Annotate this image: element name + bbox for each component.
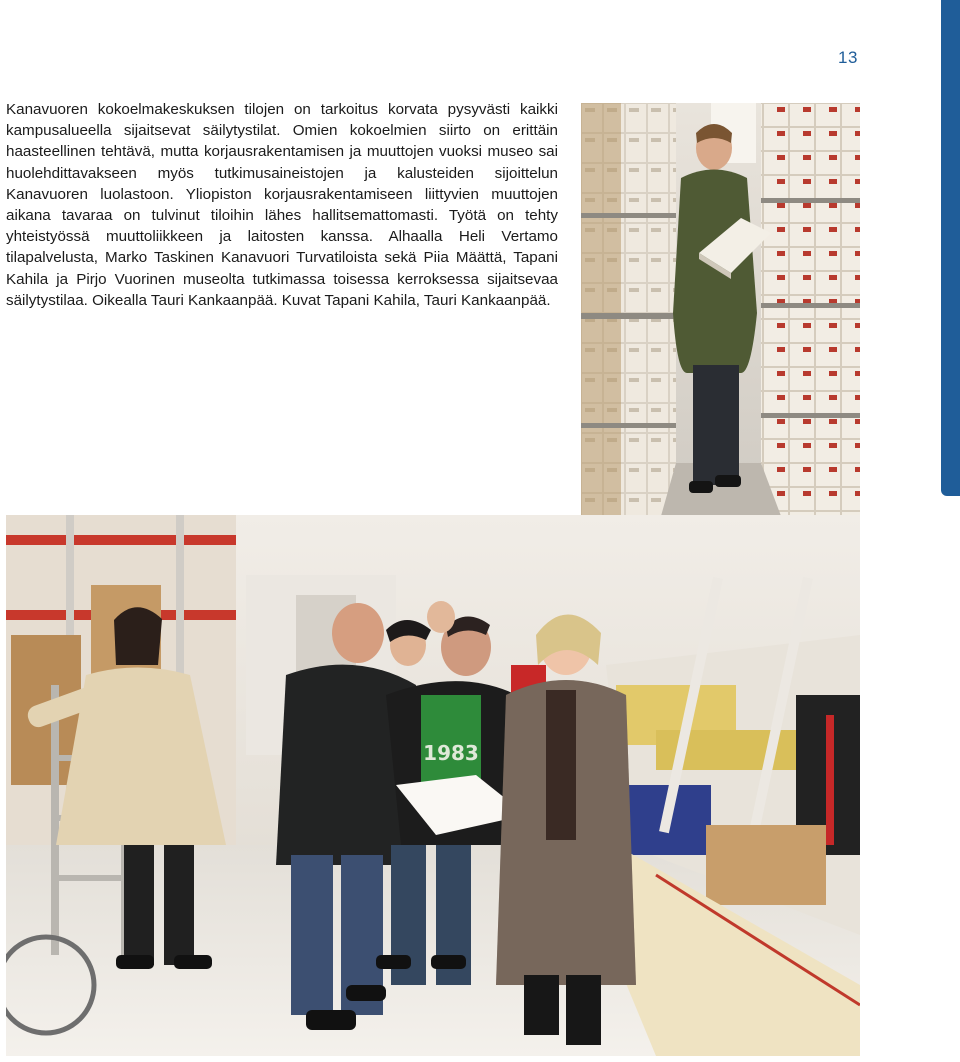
shirt-print: 1983	[423, 741, 479, 765]
page-number: 13	[838, 48, 858, 67]
storage-room-photo	[6, 515, 860, 1056]
edge-tab	[941, 0, 960, 496]
archive-shelves-photo	[581, 103, 860, 516]
photo-caption: Kanavuoren kokoelmakeskuksen tilojen on tarkoitus korvata pysyvästi kaikki kampusalueella sijaitsevat säilytystilat. Omien kokoelmien siirto on erittäin haasteellinen tehtävä, mutta korjausrakentamisen ja muuttojen vuoksi museo sai huolehdittavakseen myös tutkimusaineistojen ja kalusteiden sijoittelun Kanavuoren luolastoon. Yliopiston korjausrakentamiseen liittyvien muuttojen aikana tavaraa on tulvinut tiloihin lähes hallitsemattomasti. Työtä on tehty yhteistyössä muuttoliikkeen ja laitosten kanssa. Alhaalla Heli Vertamo tilapalvelusta, Marko Taskinen Kanavuori Turvatiloista sekä Piia Määttä, Tapani Kahila ja Pirjo Vuorinen museolta tutkimassa toisessa kerroksessa sijaitsevaa säilytystilaa. Oikealla Tauri Kankaanpää. Kuvat Tapani Kahila, Tauri Kankaanpää.	[6, 101, 558, 309]
